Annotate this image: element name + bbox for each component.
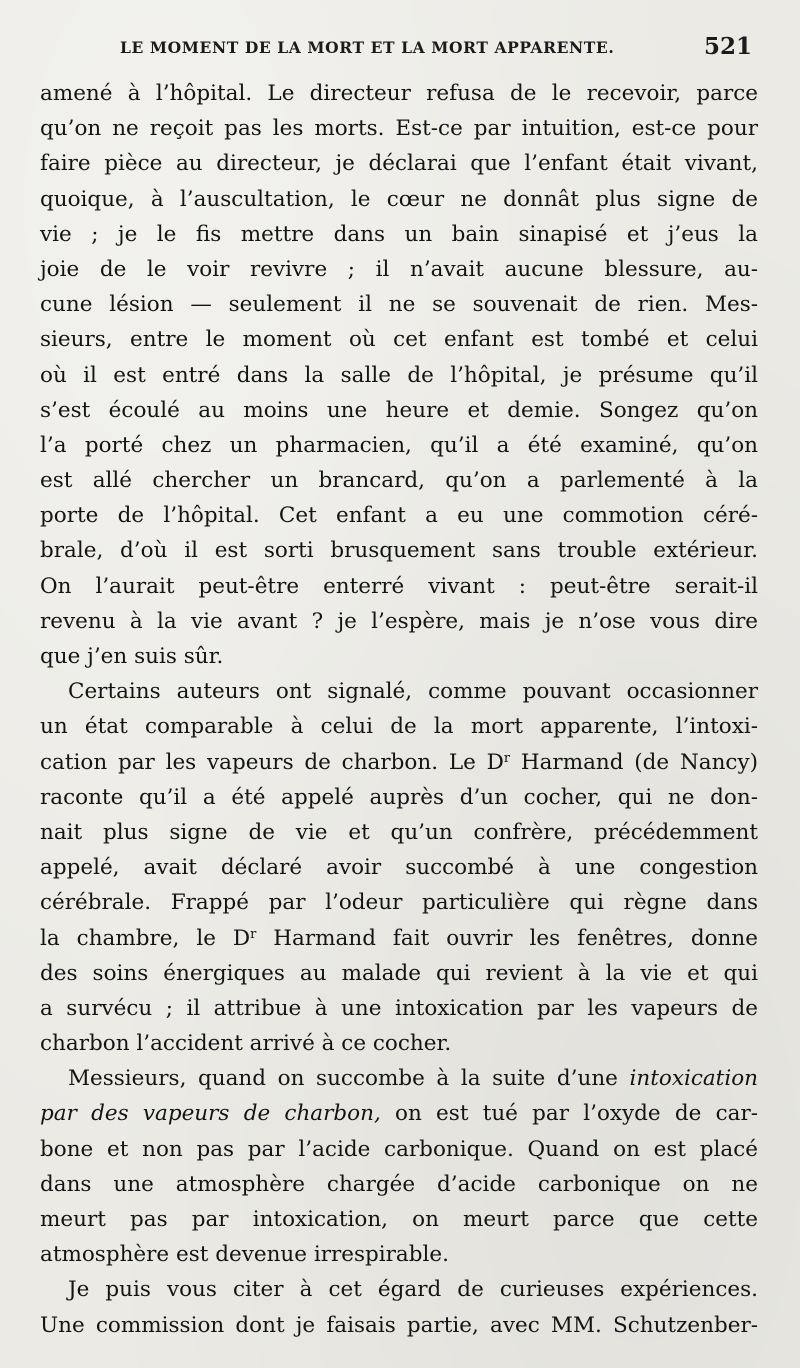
text-line: des soins énergiques au malade qui revient à la vie et qui [40,960,758,986]
text-line: joie de le voir revivre ; il n’avait aucune blessure, au- [40,256,758,282]
text-line: porte de l’hôpital. Cet enfant a eu une commotion céré- [40,503,758,529]
text-line: atmosphère est devenue irrespirable. [40,1242,449,1268]
text-line: qu’on ne reçoit pas les morts. Est-ce par intuition, est-ce pour [40,116,758,142]
text-line: brale, d’où il est sorti brusquement sans trouble extérieur. [40,538,758,564]
text-line: appelé, avait déclaré avoir succombé à une congestion [40,855,758,881]
text-line: la chambre, le $D^r$ Harmand fait ouvrir les fenêtres, donne [40,925,758,951]
text-line: amené à l’hôpital. Le directeur refusa de le recevoir, parce [40,81,758,106]
text-line: s’est écoulé au moins une heure et demie. Songez qu’on [40,397,758,423]
text-line: Une commission dont je faisais partie, avec MM. Schutzenber- [40,1312,758,1338]
text-line: Messieurs, quand on succombe à la suite d’une intoxication [68,1066,758,1092]
text-line: est allé chercher un brancard, qu’on a parlementé à la [40,468,758,494]
body-text [40,76,758,1343]
text-line: cation par les vapeurs de charbon. Le $D^r$ Harmand (de Nancy) [40,749,758,775]
superscript: r [250,926,257,942]
text-line: revenu à la vie avant ? je l’espère, mais je n’ose vous dire [40,608,758,634]
text-line: quoique, à l’auscultation, le cœur ne donnât plus signe de [40,186,758,212]
text-line: cune lésion — seulement il ne se souvenait de rien. Mes- [40,292,758,318]
text-line: par des vapeurs de charbon, on est tué par l’oxyde de car- [40,1101,758,1127]
text-line: dans une atmosphère chargée d’acide carbonique on ne [40,1171,758,1197]
text-line: On l’aurait peut-être enterré vivant : peut-être serait-il [40,573,758,599]
italic-term: par des vapeurs de charbon, [40,1101,381,1127]
text-line: l’a porté chez un pharmacien, qu’il a été examiné, qu’on [40,432,758,458]
text-line: que j’en suis sûr. [40,644,224,669]
running-head [120,33,760,67]
text-line: charbon l’accident arrivé à ce cocher. [40,1031,452,1057]
italic-term: intoxication [629,1066,758,1092]
text-line: où il est entré dans la salle de l’hôpital, je présume qu’il [40,362,758,388]
superscript: r [503,750,511,766]
text-line: cérébrale. Frappé par l’odeur particulière qui règne dans [40,890,758,916]
text-line: a survécu ; il attribue à une intoxication par les vapeurs de [40,995,758,1021]
text-line: un état comparable à celui de la mort apparente, l’intoxi- [40,714,758,740]
text-line: sieurs, entre le moment où cet enfant est tombé et celui [40,327,758,353]
text-line: raconte qu’il a été appelé auprès d’un cocher, qui ne don- [40,784,758,810]
text-line: vie ; je le fis mettre dans un bain sinapisé et j’eus la [40,221,758,247]
text-line: Certains auteurs ont signalé, comme pouvant occasionner [68,679,758,705]
text-line: nait plus signe de vie et qu’un confrère, précédemment [40,819,758,845]
running-title: LE MOMENT DE LA MORT ET LA MORT APPARENTE. [120,38,615,57]
text-line: faire pièce au directeur, je déclarai que l’enfant était vivant, [40,151,758,177]
text-line: Je puis vous citer à cet égard de curieuses expériences. [68,1277,758,1303]
text-line: bone et non pas par l’acide carbonique. Quand on est placé [40,1136,758,1162]
page-number: 521 [703,33,752,60]
text-line: meurt pas par intoxication, on meurt parce que cette [40,1207,758,1232]
